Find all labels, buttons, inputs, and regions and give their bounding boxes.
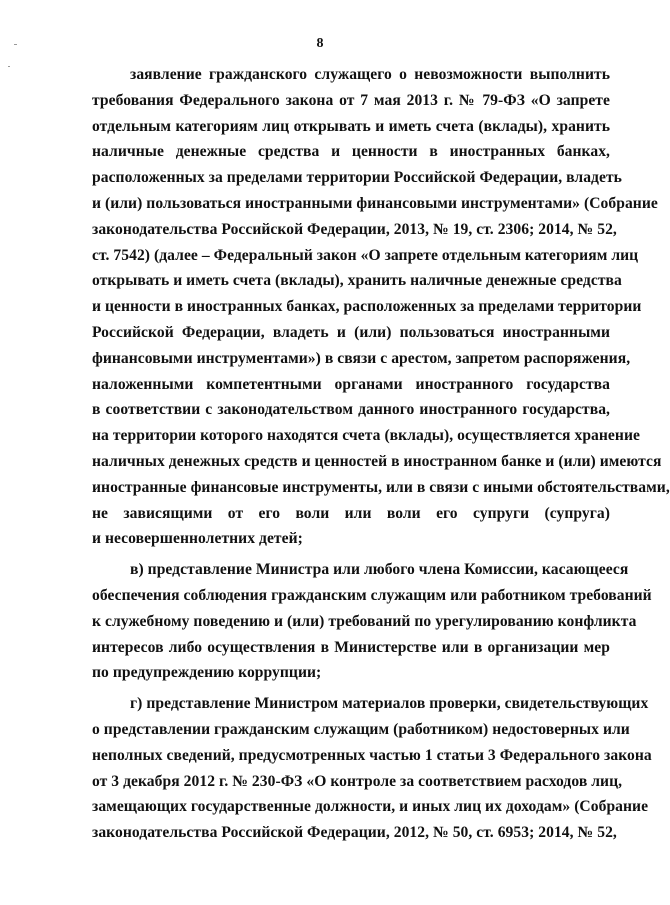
- text-line: наличные денежные средства и ценности в иностранных банках,: [92, 143, 610, 161]
- text-line: требования Федерального закона от 7 мая 2013 г. № 79-ФЗ «О запрете: [92, 91, 610, 109]
- text-line: замещающих государственные должности, и иных лиц их доходам» (Собрание: [92, 798, 649, 816]
- text-line: в) представление Министра или любого члена Комиссии, касающееся: [130, 561, 629, 579]
- text-line: законодательства Российской Федерации, 2013, № 19, ст. 2306; 2014, № 52,: [92, 220, 617, 238]
- text-line: о представлении гражданским служащим (работником) недостоверных или: [92, 720, 630, 738]
- text-line: интересов либо осуществления в Министерстве или в организации мер: [92, 638, 610, 656]
- text-line: к служебному поведению и (или) требований по урегулированию конфликта: [92, 612, 637, 630]
- text-line: наличных денежных средств и ценностей в иностранном банке и (или) имеются: [92, 452, 662, 470]
- text-line: отдельным категориям лиц открывать и иметь счета (вклады), хранить: [92, 117, 610, 135]
- text-line: неполных сведений, предусмотренных частью 1 статьи 3 Федерального закона: [92, 746, 652, 764]
- page-number: 8: [316, 36, 324, 51]
- text-line: и ценности в иностранных банках, расположенных за пределами территории: [92, 298, 642, 316]
- text-line: обеспечения соблюдения гражданским служащим или работником требований: [92, 586, 652, 604]
- text-line: от 3 декабря 2012 г. № 230-ФЗ «О контроле за соответствием расходов лиц,: [92, 772, 623, 790]
- paragraph: [92, 691, 652, 846]
- paragraph: [92, 557, 652, 686]
- text-line: и несовершеннолетних детей;: [92, 530, 303, 548]
- scan-mark: [8, 66, 10, 67]
- text-line: заявление гражданского служащего о невозможности выполнить: [130, 66, 610, 83]
- text-line: ст. 7542) (далее – Федеральный закон «О запрете отдельным категориям лиц: [92, 246, 639, 264]
- text-line: и (или) пользоваться иностранными финансовыми инструментами» (Собрание: [92, 194, 658, 212]
- text-line: иностранные финансовые инструменты, или в связи с иными обстоятельствами,: [92, 478, 670, 496]
- text-line: г) представление Министром материалов проверки, свидетельствующих: [130, 695, 649, 713]
- text-line: законодательства Российской Федерации, 2012, № 50, ст. 6953; 2014, № 52,: [92, 824, 617, 842]
- scan-mark: [14, 44, 17, 45]
- text-line: в соответствии с законодательством данного иностранного государства,: [92, 401, 610, 419]
- text-line: наложенными компетентными органами иностранного государства: [92, 375, 610, 393]
- body-text: [92, 62, 670, 851]
- text-line: открывать и иметь счета (вклады), хранить наличные денежные средства: [92, 272, 622, 290]
- text-line: расположенных за пределами территории Российской Федерации, владеть: [92, 169, 622, 187]
- text-line: не зависящими от его воли или воли его супруги (супруга): [92, 504, 610, 522]
- text-line: на территории которого находятся счета (вклады), осуществляется хранение: [92, 427, 640, 445]
- text-line: по предупреждению коррупции;: [92, 664, 322, 682]
- text-line: финансовыми инструментами») в связи с арестом, запретом распоряжения,: [92, 349, 631, 367]
- paragraph: [92, 62, 670, 552]
- text-line: Российской Федерации, владеть и (или) пользоваться иностранными: [92, 323, 610, 341]
